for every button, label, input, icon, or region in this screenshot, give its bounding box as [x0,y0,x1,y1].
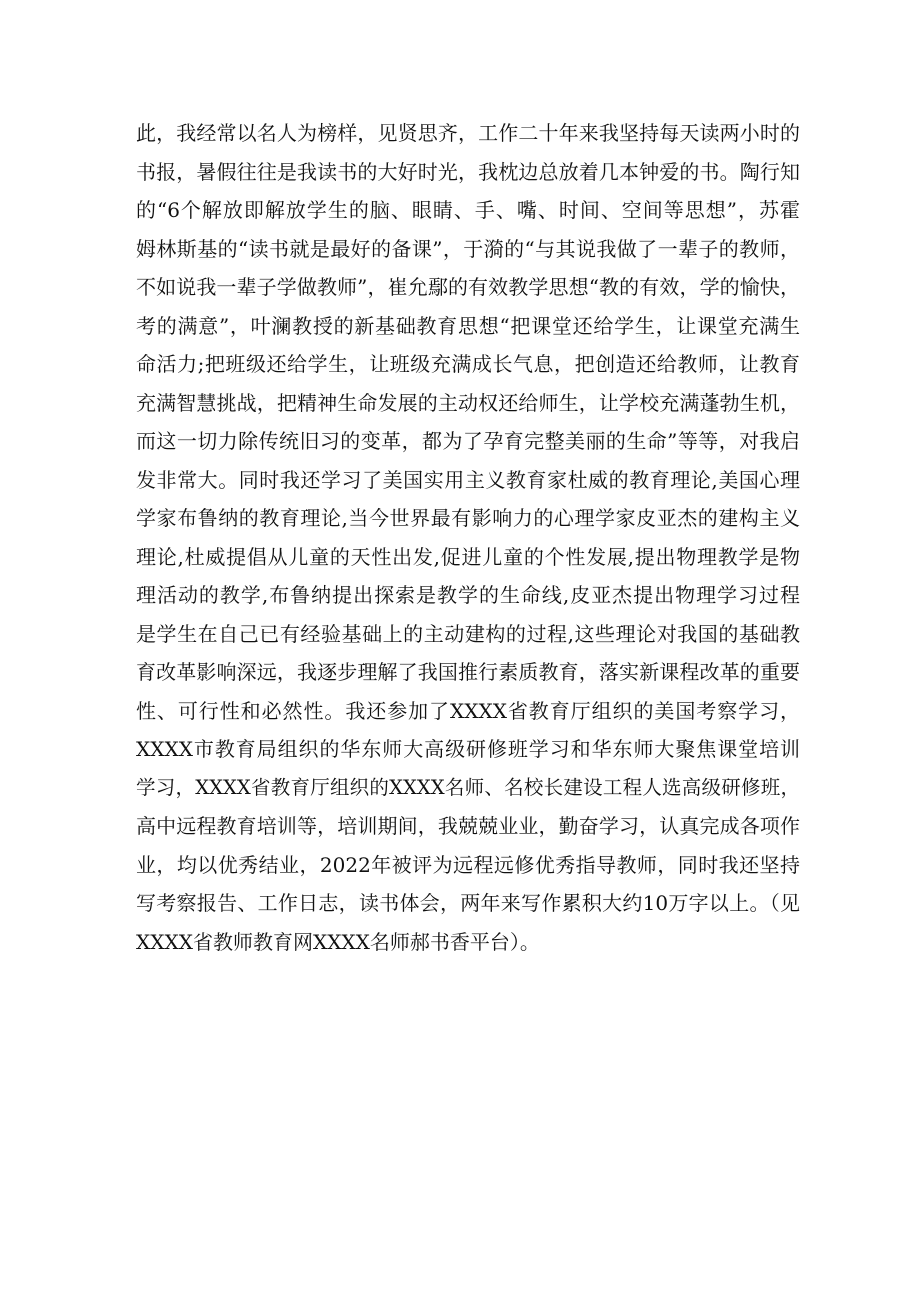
text-line: 写考察报告、工作日志，读书体会，两年来写作累积大约10万字以上。（见 [136,891,800,915]
text-line: 命活力;把班级还给学生，让班级充满成长气息，把创造还给教师，让教育 [136,352,800,376]
text-line: 理活动的教学,布鲁纳提出探索是教学的生命线,皮亚杰提出物理学习过程 [136,583,800,607]
text-line: 充满智慧挑战，把精神生命发展的主动权还给师生，让学校充满蓬勃生机， [136,390,800,415]
text-line: 育改革影响深远，我逐步理解了我国推行素质教育，落实新课程改革的重要 [136,660,800,684]
text-line: 是学生在自己已有经验基础上的主动建构的过程,这些理论对我国的基础教 [136,621,800,646]
text-line: XXXX省教师教育网XXXX名师郝书香平台）。 [136,929,540,954]
text-line: 学家布鲁纳的教育理论,当今世界最有影响力的心理学家皮亚杰的建构主义 [136,506,800,530]
text-line: 考的满意”，叶澜教授的新基础教育思想“把课堂还给学生，让课堂充满生 [136,313,800,338]
body-paragraph [136,114,800,961]
text-line: 此，我经常以名人为榜样，见贤思齐，工作二十年来我坚持每天读两小时的 [136,121,800,145]
text-line: 业，均以优秀结业，2022年被评为远程远修优秀指导教师，同时我还坚持 [136,852,800,877]
text-line: 不如说我一辈子学做教师”，崔允鄢的有效教学思想“教的有效，学的愉快， [136,275,800,299]
text-line: 理论,杜威提倡从儿童的天性出发,促进儿童的个性发展,提出物理教学是物 [136,544,800,569]
text-line: 而这一切力除传统旧习的变革，都为了孕育完整美丽的生命”等等，对我启 [136,429,800,453]
text-line: 书报，暑假往往是我读书的大好时光，我枕边总放着几本钟爱的书。陶行知 [136,159,800,184]
text-line: 姆林斯基的“读书就是最好的备课”，于漪的“与其说我做了一辈子的教师， [136,236,800,261]
text-line: 的“6个解放即解放学生的脑、眼睛、手、嘴、时间、空间等思想”，苏霍 [136,198,800,222]
text-line: 性、可行性和必然性。我还参加了XXXX省教育厅组织的美国考察学习， [136,698,800,723]
text-line: 学习，XXXX省教育厅组织的XXXX名师、名校长建设工程人选高级研修班， [136,775,800,799]
text-line: 发非常大。同时我还学习了美国实用主义教育家杜威的教育理论,美国心理 [136,467,800,492]
text-line: 高中远程教育培训等，培训期间，我兢兢业业，勤奋学习，认真完成各项作 [136,814,800,838]
text-line: XXXX市教育局组织的华东师大高级研修班学习和华东师大聚焦课堂培训 [136,737,800,761]
